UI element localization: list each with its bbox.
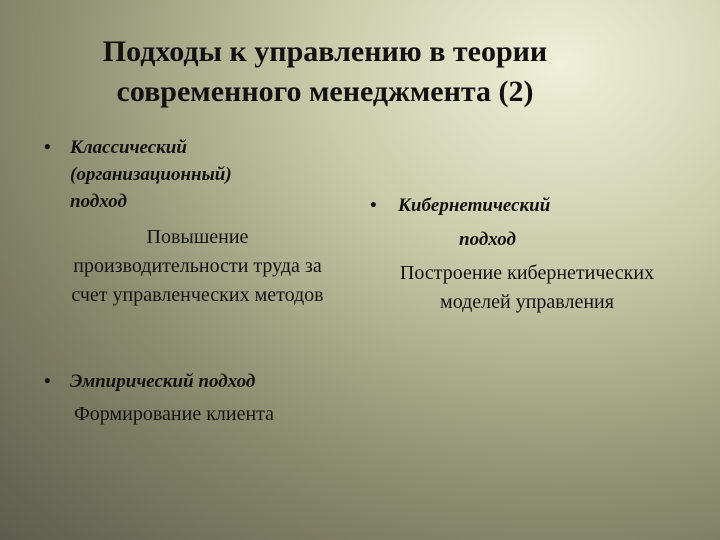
- classical-approach-heading: [70, 134, 330, 215]
- classical-desc-line-1: Повышение: [146, 226, 249, 248]
- slide-title-line-1: Подходы к управлению в теории: [102, 35, 548, 68]
- classical-heading-line-3: подход: [70, 191, 127, 212]
- cybernetic-desc-line-2: моделей управления: [440, 291, 614, 313]
- empirical-approach-heading: Эмпирический подход: [70, 371, 256, 392]
- classical-heading-line-2: (организационный): [70, 164, 232, 185]
- cybernetic-desc-line-1: Построение кибернетических: [399, 262, 655, 284]
- slide-title: [0, 32, 650, 112]
- slide-title-line-2: современного менеджмента (2): [116, 75, 534, 108]
- cybernetic-heading-line-2: подход: [459, 229, 516, 250]
- classical-desc-line-3: счет управленческих методов: [71, 284, 324, 306]
- bullet-dot-classical: •: [44, 137, 51, 158]
- bullet-dot-empirical: •: [44, 371, 51, 392]
- classical-heading-line-1: Классический: [70, 137, 187, 158]
- cybernetic-approach-description: [368, 259, 686, 317]
- bullet-dot-cybernetic: •: [370, 195, 377, 216]
- empirical-approach-description: Формирование клиента: [74, 403, 275, 425]
- classical-desc-line-2: производительности труда за: [73, 255, 322, 277]
- cybernetic-heading-line-1: Кибернетический: [398, 195, 551, 216]
- classical-approach-description: [40, 223, 355, 310]
